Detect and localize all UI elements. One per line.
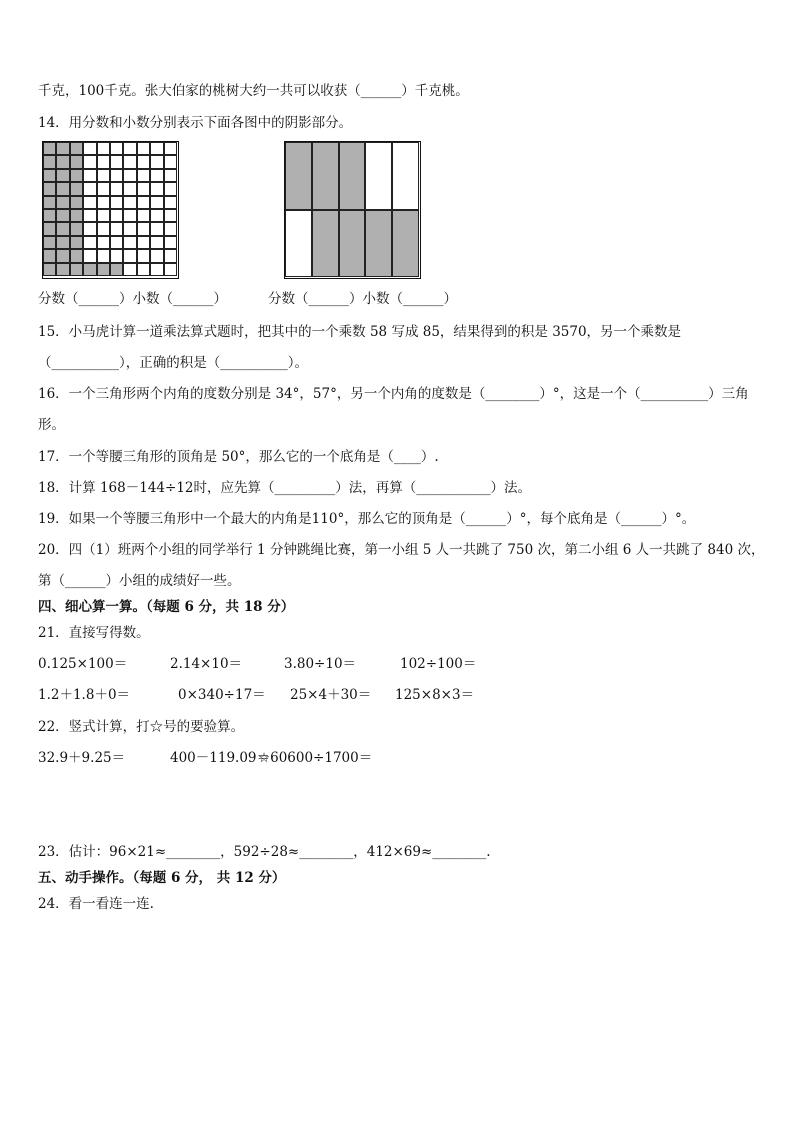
grid-cell	[150, 182, 163, 195]
grid-cell	[43, 155, 56, 168]
grid-cell	[70, 263, 83, 276]
grid-cell	[137, 236, 150, 249]
q21-prompt: 21．直接写得数。	[38, 625, 150, 641]
q16-line1: 16．一个三角形两个内角的度数分别是 34°，57°，另一个内角的度数是（________）°，这是一个（__________）三角	[38, 386, 749, 402]
grid-cell	[97, 249, 110, 262]
rect-part	[392, 142, 419, 210]
rect-part	[285, 142, 312, 210]
grid-cell	[97, 182, 110, 195]
section5-heading: 五、动手操作。（每题 6 分， 共 12 分）	[38, 870, 286, 886]
hundred-grid-figure	[42, 141, 179, 279]
grid-cell	[150, 196, 163, 209]
grid-cell	[137, 142, 150, 155]
q14-prompt: 14．用分数和小数分别表示下面各图中的阴影部分。	[38, 115, 353, 131]
calc-item: 25×4＋30＝	[290, 687, 372, 703]
calc-item: 102÷100＝	[400, 656, 477, 672]
grid-cell	[164, 263, 177, 276]
grid-cell	[83, 196, 96, 209]
grid-cell	[56, 249, 69, 262]
grid-cell	[110, 222, 123, 235]
grid-cell	[43, 196, 56, 209]
rect-part	[285, 210, 312, 278]
grid-cell	[43, 222, 56, 235]
grid-cell	[97, 155, 110, 168]
grid-cell	[56, 155, 69, 168]
grid-cell	[164, 249, 177, 262]
grid-cell	[123, 236, 136, 249]
grid-cell	[70, 142, 83, 155]
grid-cell	[164, 209, 177, 222]
grid-cell	[56, 142, 69, 155]
calc-item: 0×340÷17＝	[178, 687, 266, 703]
grid-cell	[56, 263, 69, 276]
grid-cell	[150, 222, 163, 235]
grid-cell	[43, 249, 56, 262]
grid-cell	[56, 222, 69, 235]
grid-cell	[164, 236, 177, 249]
grid-cell	[137, 196, 150, 209]
grid-cell	[137, 169, 150, 182]
grid-cell	[97, 196, 110, 209]
grid-cell	[83, 209, 96, 222]
calc-item: 1.2＋1.8＋0＝	[38, 687, 131, 703]
q23: 23．估计：96×21≈________，592÷28≈________，412×69≈________.	[38, 844, 491, 860]
grid-cell	[83, 155, 96, 168]
grid-cell	[123, 182, 136, 195]
grid-cell	[164, 142, 177, 155]
grid-cell	[56, 182, 69, 195]
calc-item: 125×8×3＝	[395, 687, 475, 703]
grid-cell	[43, 236, 56, 249]
q20-line1: 20．四（1）班两个小组的同学举行 1 分钟跳绳比赛，第一小组 5 人一共跳了 750 次，第二小组 6 人一共跳了 840 次，	[38, 542, 765, 558]
grid-cell	[123, 222, 136, 235]
grid-cell	[150, 169, 163, 182]
fig2-answer: 分数（______）小数（______）	[268, 291, 457, 307]
calc-item: 2.14×10＝	[170, 656, 243, 672]
grid-cell	[150, 236, 163, 249]
grid-cell	[56, 169, 69, 182]
grid-cell	[137, 209, 150, 222]
grid-cell	[123, 209, 136, 222]
q24: 24．看一看连一连.	[38, 896, 154, 912]
rect-part	[365, 142, 392, 210]
grid-cell	[110, 155, 123, 168]
vertical-calc-item: ☆60600÷1700＝	[258, 750, 373, 766]
rect-part	[312, 210, 339, 278]
grid-cell	[83, 169, 96, 182]
grid-cell	[123, 196, 136, 209]
section4-heading: 四、细心算一算。（每题 6 分，共 18 分）	[38, 599, 295, 615]
grid-cell	[137, 249, 150, 262]
rect-part	[312, 142, 339, 210]
grid-cell	[97, 263, 110, 276]
grid-cell	[70, 236, 83, 249]
grid-cell	[97, 169, 110, 182]
grid-cell	[110, 236, 123, 249]
calc-item: 0.125×100＝	[38, 656, 128, 672]
grid-cell	[70, 182, 83, 195]
grid-cell	[83, 142, 96, 155]
grid-cell	[70, 196, 83, 209]
grid-cell	[83, 222, 96, 235]
calc-item: 3.80÷10＝	[284, 656, 357, 672]
grid-cell	[123, 169, 136, 182]
grid-cell	[150, 142, 163, 155]
grid-cell	[97, 236, 110, 249]
grid-cell	[70, 222, 83, 235]
grid-cell	[43, 263, 56, 276]
grid-cell	[56, 236, 69, 249]
grid-cell	[150, 249, 163, 262]
grid-cell	[43, 142, 56, 155]
grid-cell	[123, 142, 136, 155]
grid-cell	[97, 142, 110, 155]
grid-cell	[137, 263, 150, 276]
q13-tail: 千克，100千克。张大伯家的桃树大约一共可以收获（______）千克桃。	[38, 83, 469, 99]
grid-cell	[110, 209, 123, 222]
grid-cell	[83, 236, 96, 249]
grid-cell	[97, 209, 110, 222]
vertical-calc-item: 32.9＋9.25＝	[38, 750, 126, 766]
fig1-answer: 分数（______）小数（______）	[38, 291, 227, 307]
grid-cell	[123, 155, 136, 168]
grid-cell	[150, 209, 163, 222]
rect-part	[339, 210, 366, 278]
q15-line1: 15．小马虎计算一道乘法算式题时，把其中的一个乘数 58 写成 85，结果得到的积是 3570，另一个乘数是	[38, 324, 682, 340]
grid-cell	[110, 249, 123, 262]
grid-cell	[137, 155, 150, 168]
grid-cell	[110, 182, 123, 195]
grid-cell	[43, 209, 56, 222]
grid-cell	[83, 263, 96, 276]
q20-line2: 第（______）小组的成绩好一些。	[38, 573, 241, 589]
rect-part	[392, 210, 419, 278]
grid-cell	[164, 169, 177, 182]
rect-part	[339, 142, 366, 210]
grid-cell	[123, 249, 136, 262]
grid-cell	[164, 222, 177, 235]
grid-cell	[137, 182, 150, 195]
grid-cell	[83, 182, 96, 195]
grid-cell	[56, 209, 69, 222]
grid-cell	[123, 263, 136, 276]
grid-cell	[164, 196, 177, 209]
grid-cell	[83, 249, 96, 262]
grid-cell	[110, 263, 123, 276]
grid-cell	[110, 169, 123, 182]
grid-cell	[150, 155, 163, 168]
grid-cell	[43, 169, 56, 182]
grid-cell	[137, 222, 150, 235]
grid-cell	[164, 182, 177, 195]
grid-cell	[56, 196, 69, 209]
q19: 19．如果一个等腰三角形中一个最大的内角是110°，那么它的顶角是（______）°，每个底角是（______）°。	[38, 511, 696, 527]
vertical-calc-item: 400－119.09＝	[170, 750, 271, 766]
grid-cell	[43, 182, 56, 195]
grid-cell	[70, 169, 83, 182]
q18: 18．计算 168－144÷12时，应先算（_________）法，再算（___________）法。	[38, 480, 531, 496]
q22-prompt: 22．竖式计算，打☆号的要验算。	[38, 719, 245, 735]
grid-cell	[70, 155, 83, 168]
q16-line2: 形。	[38, 417, 65, 433]
q15-line2: （__________），正确的积是（__________）。	[38, 355, 308, 371]
grid-cell	[97, 222, 110, 235]
grid-cell	[110, 196, 123, 209]
rect-part	[365, 210, 392, 278]
q17: 17．一个等腰三角形的顶角是 50°，那么它的一个底角是（____）.	[38, 449, 439, 465]
ten-part-rectangle-figure	[284, 141, 421, 279]
grid-cell	[150, 263, 163, 276]
grid-cell	[70, 209, 83, 222]
grid-cell	[70, 249, 83, 262]
grid-cell	[164, 155, 177, 168]
grid-cell	[110, 142, 123, 155]
